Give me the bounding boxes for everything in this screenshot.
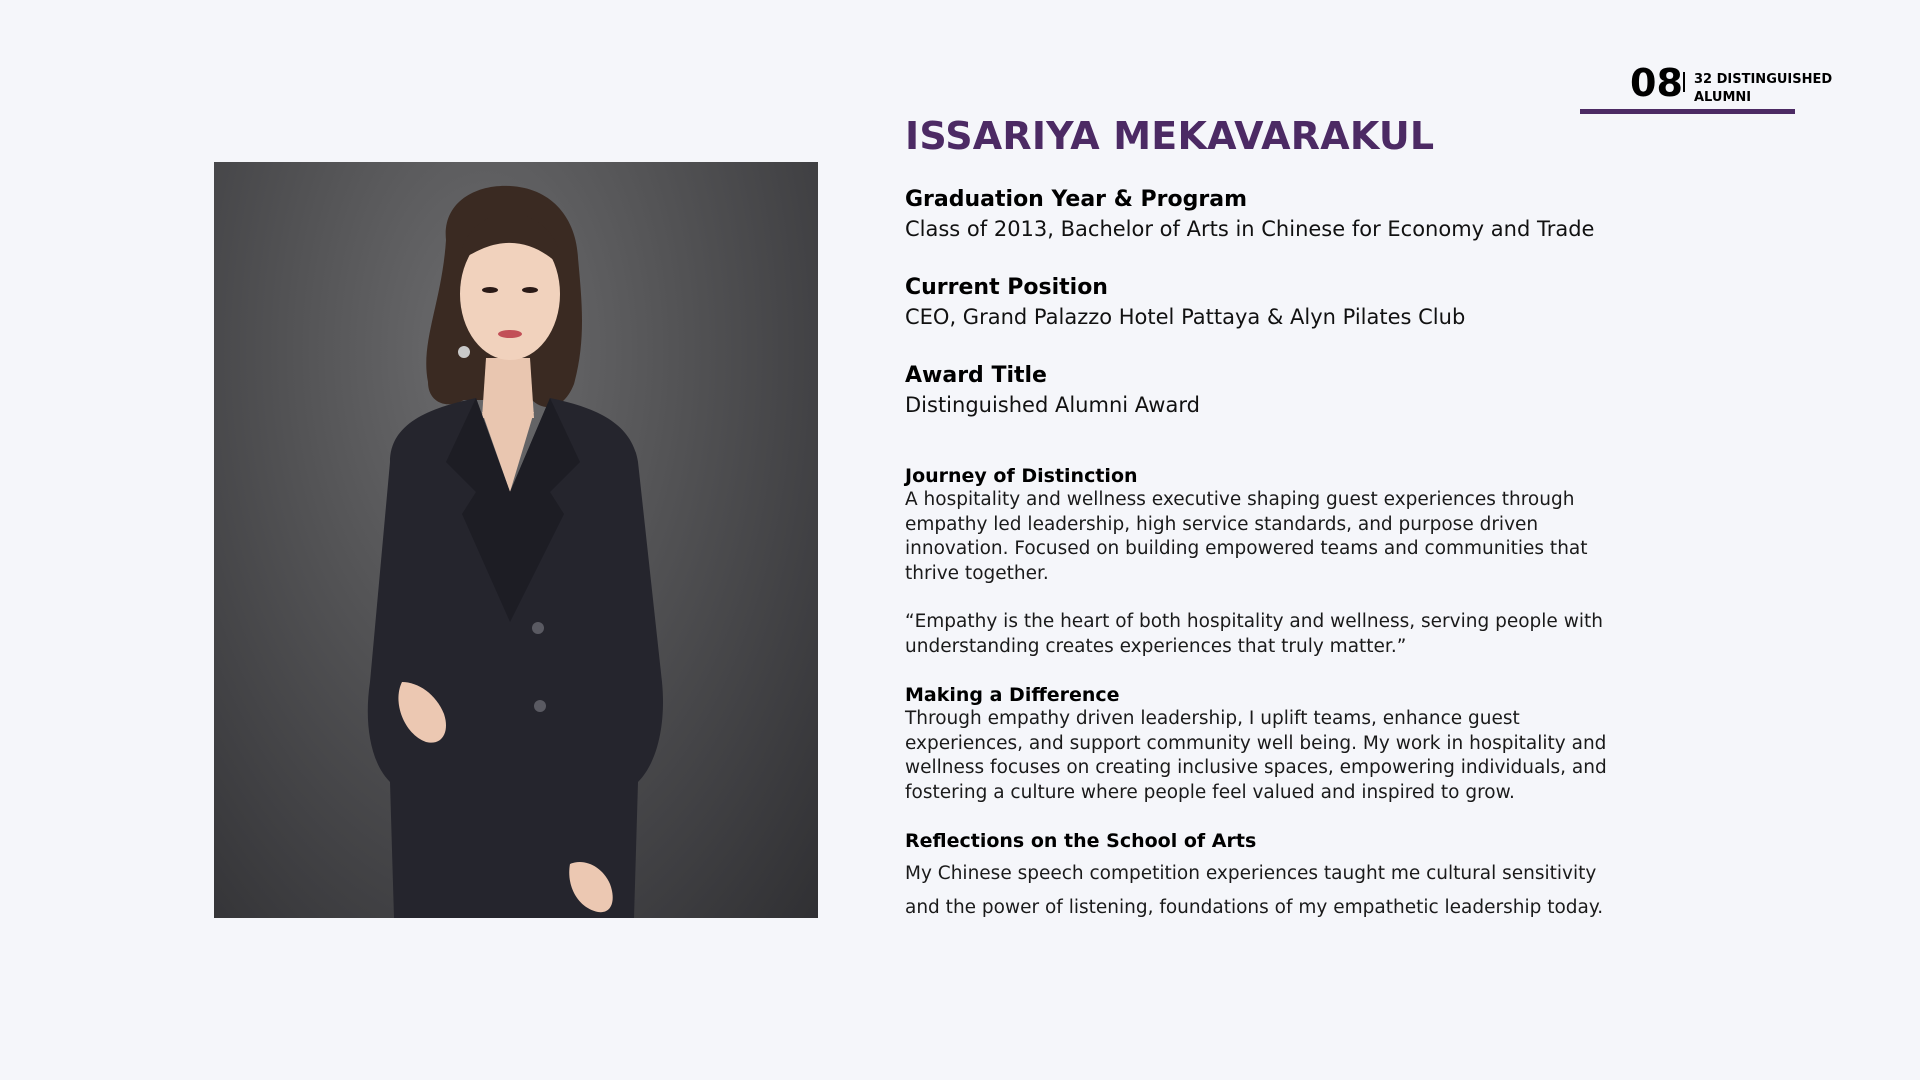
award-label: Award Title [905, 363, 1047, 388]
award-field [905, 362, 1625, 420]
graduation-label: Graduation Year & Program [905, 187, 1247, 212]
portrait-illustration [214, 162, 818, 918]
alumni-name: ISSARIYA MEKAVARAKUL [905, 114, 1435, 158]
profile-content [905, 108, 1625, 925]
blazer-shape [368, 398, 663, 918]
earring [458, 346, 470, 358]
graduation-value: Class of 2013, Bachelor of Arts in Chinese for Economy and Trade [905, 217, 1595, 241]
badge-caption [1694, 71, 1832, 107]
position-field [905, 274, 1625, 332]
position-label: Current Position [905, 275, 1108, 300]
journey-text: A hospitality and wellness executive shaping guest experiences through empathy led leadership, high service standards, and purpose driven innovation. Focused on building empowered teams and communities that thrive together. [905, 489, 1588, 584]
badge-caption-line-2: ALUMNI [1694, 90, 1752, 105]
difference-title: Making a Difference [905, 684, 1120, 706]
blazer-button-2 [534, 700, 546, 712]
blazer-button-1 [532, 622, 544, 634]
badge-number: 08 [1630, 61, 1683, 105]
award-value: Distinguished Alumni Award [905, 393, 1200, 417]
graduation-field [905, 186, 1625, 244]
eye-left [482, 287, 498, 293]
reflections-section [905, 829, 1625, 925]
journey-section [905, 464, 1625, 586]
badge-divider [1683, 72, 1685, 92]
journey-title: Journey of Distinction [905, 465, 1138, 487]
badge-caption-line-1: 32 DISTINGUISHED [1694, 72, 1833, 87]
quote-text: “Empathy is the heart of both hospitality and wellness, serving people with understanding creates experiences that truly matter.” [905, 611, 1603, 657]
neck-shape [482, 358, 534, 418]
position-value: CEO, Grand Palazzo Hotel Pattaya & Alyn Pilates Club [905, 305, 1466, 329]
difference-text: Through empathy driven leadership, I uplift teams, enhance guest experiences, and support community well being. My work in hospitality and wellness focuses on creating inclusive spaces, empowering individuals, and fostering a culture where people feel valued and inspired to grow. [905, 708, 1607, 803]
lips [498, 330, 522, 338]
reflections-title: Reflections on the School of Arts [905, 830, 1257, 852]
portrait-photo [214, 162, 818, 918]
eye-right [522, 287, 538, 293]
reflections-text: My Chinese speech competition experiences taught me cultural sensitivity and the power of listening, foundations of my empathetic leadership today. [905, 863, 1604, 918]
difference-section [905, 683, 1625, 805]
